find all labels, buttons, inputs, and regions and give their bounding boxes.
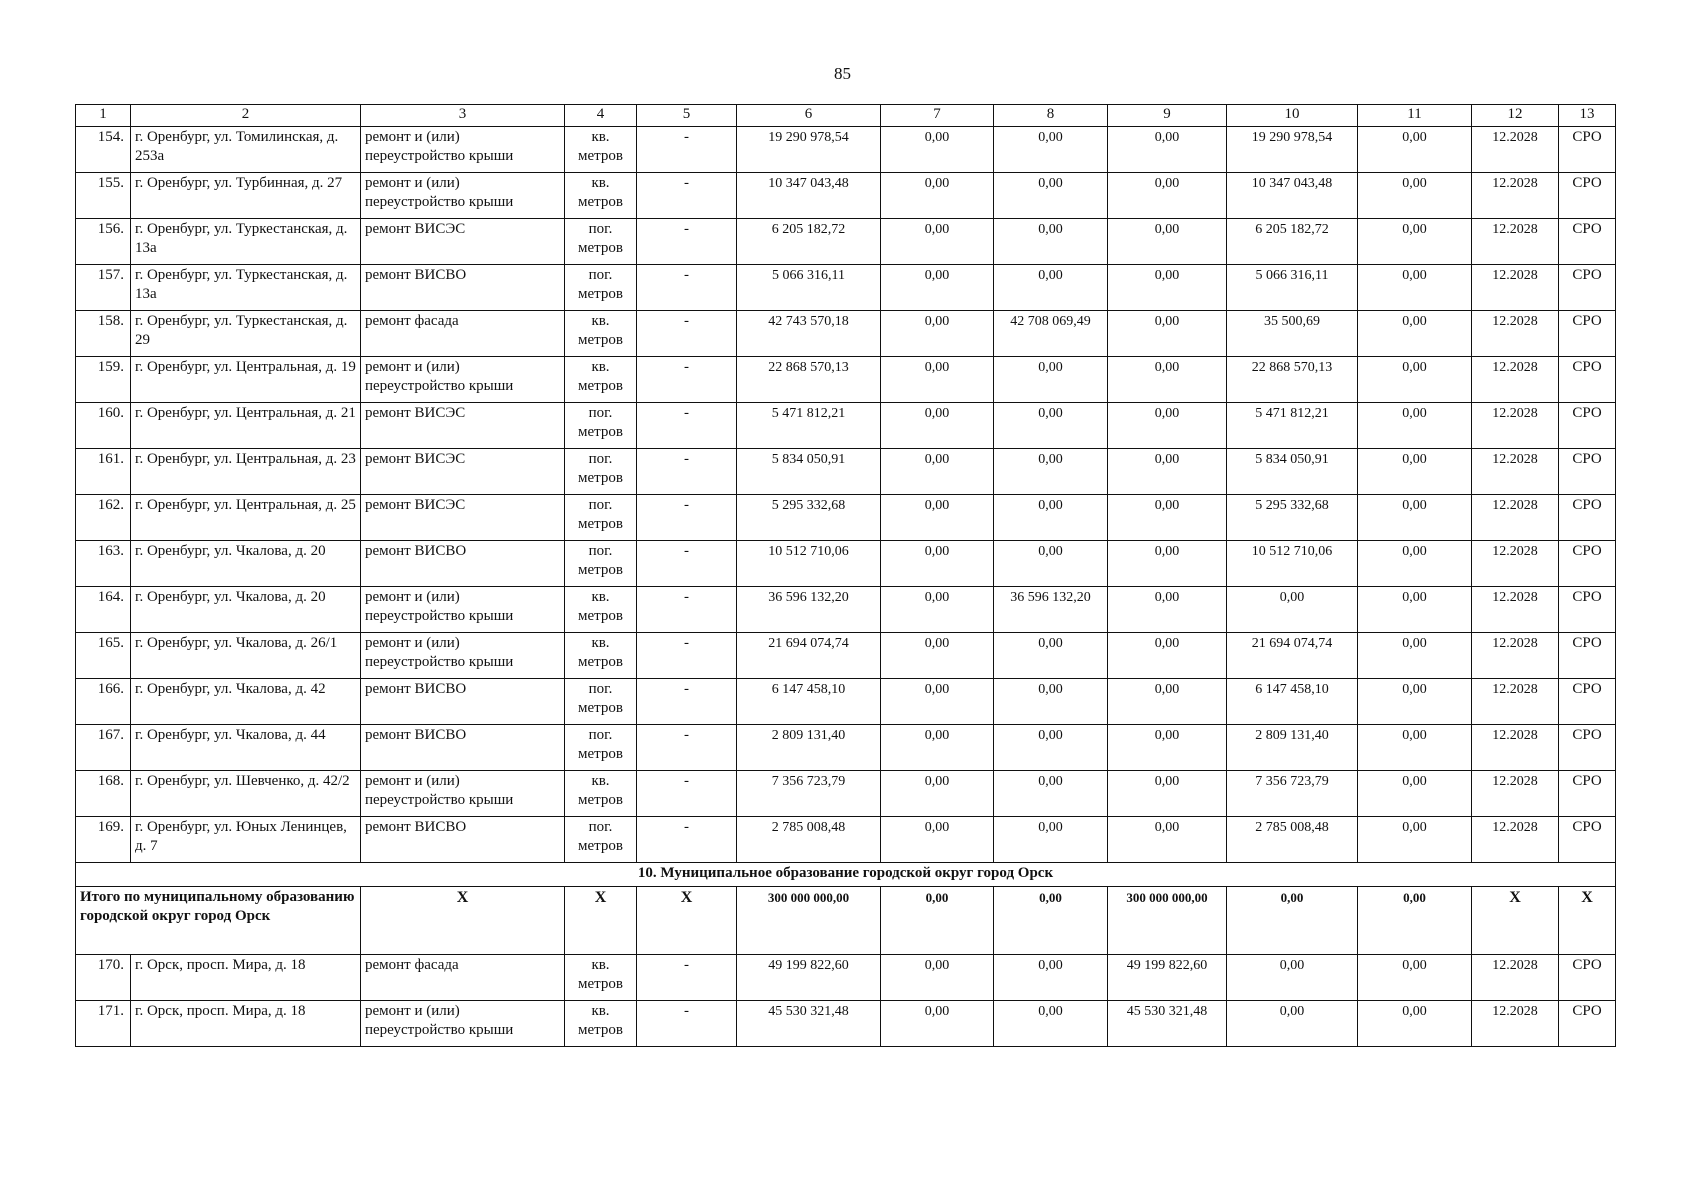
deadline-cell: 12.2028 [1472,1001,1559,1047]
source-cell: СРО [1559,311,1616,357]
cell-9: 0,00 [1108,127,1227,173]
source-cell: СРО [1559,725,1616,771]
total-cell-5: Х [637,887,737,955]
address-cell: г. Орск, просп. Мира, д. 18 [131,1001,361,1047]
cell-8: 0,00 [994,173,1108,219]
work-type-cell: ремонт ВИСЭС [361,449,565,495]
deadline-cell: 12.2028 [1472,495,1559,541]
cell-9: 0,00 [1108,771,1227,817]
column-header-13: 13 [1559,105,1616,127]
source-cell: СРО [1559,403,1616,449]
cell-10: 5 066 316,11 [1227,265,1358,311]
cost-total-cell: 5 066 316,11 [737,265,881,311]
cell-7: 0,00 [881,1001,994,1047]
cell-11: 0,00 [1358,587,1472,633]
address-cell: г. Оренбург, ул. Туркестанская, д. 13а [131,265,361,311]
work-type-cell: ремонт ВИСВО [361,725,565,771]
cell-9: 0,00 [1108,265,1227,311]
cell-8: 0,00 [994,357,1108,403]
unit-cell: кв. метров [565,357,637,403]
source-cell: СРО [1559,1001,1616,1047]
cost-total-cell: 19 290 978,54 [737,127,881,173]
cost-total-cell: 21 694 074,74 [737,633,881,679]
section-title-row [76,863,1616,887]
cell-7: 0,00 [881,357,994,403]
unit-cell: пог. метров [565,679,637,725]
row-number: 161. [76,449,131,495]
cost-total-cell: 2 785 008,48 [737,817,881,863]
cell-9: 0,00 [1108,495,1227,541]
source-cell: СРО [1559,127,1616,173]
cell-9: 45 530 321,48 [1108,1001,1227,1047]
cell-9: 0,00 [1108,633,1227,679]
cell-8: 0,00 [994,541,1108,587]
address-cell: г. Оренбург, ул. Чкалова, д. 42 [131,679,361,725]
cell-5: - [637,955,737,1001]
unit-cell: пог. метров [565,541,637,587]
deadline-cell: 12.2028 [1472,771,1559,817]
total-cell-9: 300 000 000,00 [1108,887,1227,955]
work-type-cell: ремонт ВИСВО [361,541,565,587]
cell-11: 0,00 [1358,173,1472,219]
deadline-cell: 12.2028 [1472,127,1559,173]
source-cell: СРО [1559,679,1616,725]
work-type-cell: ремонт и (или) переустройство крыши [361,633,565,679]
table-row [76,449,1616,495]
deadline-cell: 12.2028 [1472,817,1559,863]
column-header-9: 9 [1108,105,1227,127]
cell-5: - [637,265,737,311]
unit-cell: кв. метров [565,1001,637,1047]
table-body-orenburg [76,127,1616,863]
row-number: 156. [76,219,131,265]
cell-5: - [637,771,737,817]
row-number: 167. [76,725,131,771]
cell-8: 0,00 [994,633,1108,679]
cell-11: 0,00 [1358,1001,1472,1047]
row-number: 171. [76,1001,131,1047]
page-number: 85 [834,64,851,83]
cell-11: 0,00 [1358,449,1472,495]
unit-cell: кв. метров [565,587,637,633]
source-cell: СРО [1559,357,1616,403]
deadline-cell: 12.2028 [1472,265,1559,311]
cell-10: 0,00 [1227,587,1358,633]
deadline-cell: 12.2028 [1472,587,1559,633]
repair-program-table-wrap [75,104,1616,1047]
deadline-cell: 12.2028 [1472,955,1559,1001]
source-cell: СРО [1559,817,1616,863]
deadline-cell: 12.2028 [1472,403,1559,449]
cell-7: 0,00 [881,771,994,817]
work-type-cell: ремонт ВИСЭС [361,403,565,449]
cell-5: - [637,173,737,219]
total-label: Итого по муниципальному образованию городской округ город Орск [76,887,361,955]
unit-cell: кв. метров [565,633,637,679]
cell-8: 0,00 [994,219,1108,265]
cell-8: 0,00 [994,403,1108,449]
address-cell: г. Оренбург, ул. Юных Ленинцев, д. 7 [131,817,361,863]
column-header-6: 6 [737,105,881,127]
source-cell: СРО [1559,955,1616,1001]
cell-5: - [637,357,737,403]
orsk-section [76,863,1616,955]
total-cell-12: Х [1472,887,1559,955]
cost-total-cell: 42 743 570,18 [737,311,881,357]
column-header-7: 7 [881,105,994,127]
cell-11: 0,00 [1358,311,1472,357]
unit-cell: кв. метров [565,127,637,173]
row-number: 165. [76,633,131,679]
table-row [76,403,1616,449]
table-row [76,587,1616,633]
unit-cell: кв. метров [565,311,637,357]
cell-9: 0,00 [1108,679,1227,725]
cost-total-cell: 49 199 822,60 [737,955,881,1001]
row-number: 170. [76,955,131,1001]
cell-5: - [637,725,737,771]
cell-10: 19 290 978,54 [1227,127,1358,173]
cell-7: 0,00 [881,955,994,1001]
table-row [76,173,1616,219]
cell-7: 0,00 [881,311,994,357]
row-number: 154. [76,127,131,173]
address-cell: г. Оренбург, ул. Центральная, д. 23 [131,449,361,495]
work-type-cell: ремонт и (или) переустройство крыши [361,357,565,403]
cell-11: 0,00 [1358,357,1472,403]
cell-8: 0,00 [994,1001,1108,1047]
cell-5: - [637,817,737,863]
cell-7: 0,00 [881,219,994,265]
source-cell: СРО [1559,771,1616,817]
cell-5: - [637,495,737,541]
cell-8: 0,00 [994,265,1108,311]
cell-7: 0,00 [881,633,994,679]
table-row [76,771,1616,817]
deadline-cell: 12.2028 [1472,725,1559,771]
row-number: 164. [76,587,131,633]
header-row [76,105,1616,127]
cost-total-cell: 6 205 182,72 [737,219,881,265]
address-cell: г. Оренбург, ул. Томилинская, д. 253а [131,127,361,173]
cell-5: - [637,679,737,725]
cell-11: 0,00 [1358,127,1472,173]
address-cell: г. Оренбург, ул. Центральная, д. 21 [131,403,361,449]
row-number: 168. [76,771,131,817]
cell-5: - [637,1001,737,1047]
unit-cell: пог. метров [565,219,637,265]
cell-7: 0,00 [881,725,994,771]
cell-5: - [637,587,737,633]
cell-8: 0,00 [994,725,1108,771]
cell-7: 0,00 [881,495,994,541]
table-row [76,357,1616,403]
cost-total-cell: 5 471 812,21 [737,403,881,449]
cell-9: 0,00 [1108,219,1227,265]
column-header-5: 5 [637,105,737,127]
unit-cell: пог. метров [565,495,637,541]
cell-5: - [637,127,737,173]
cell-10: 5 295 332,68 [1227,495,1358,541]
work-type-cell: ремонт фасада [361,955,565,1001]
unit-cell: пог. метров [565,265,637,311]
source-cell: СРО [1559,449,1616,495]
total-cell-4: Х [565,887,637,955]
address-cell: г. Оренбург, ул. Центральная, д. 25 [131,495,361,541]
unit-cell: кв. метров [565,173,637,219]
table-row [76,265,1616,311]
cost-total-cell: 36 596 132,20 [737,587,881,633]
cell-7: 0,00 [881,541,994,587]
work-type-cell: ремонт фасада [361,311,565,357]
column-number-header [76,105,1616,127]
deadline-cell: 12.2028 [1472,173,1559,219]
cost-total-cell: 5 295 332,68 [737,495,881,541]
cell-9: 0,00 [1108,357,1227,403]
cell-8: 0,00 [994,679,1108,725]
cell-8: 0,00 [994,449,1108,495]
total-row [76,887,1616,955]
cell-9: 0,00 [1108,403,1227,449]
cell-8: 0,00 [994,495,1108,541]
deadline-cell: 12.2028 [1472,541,1559,587]
address-cell: г. Оренбург, ул. Центральная, д. 19 [131,357,361,403]
cell-11: 0,00 [1358,403,1472,449]
cost-total-cell: 6 147 458,10 [737,679,881,725]
column-header-11: 11 [1358,105,1472,127]
source-cell: СРО [1559,541,1616,587]
cell-10: 6 205 182,72 [1227,219,1358,265]
table-row [76,955,1616,1001]
work-type-cell: ремонт и (или) переустройство крыши [361,1001,565,1047]
cell-7: 0,00 [881,265,994,311]
total-cell-11: 0,00 [1358,887,1472,955]
work-type-cell: ремонт и (или) переустройство крыши [361,587,565,633]
row-number: 158. [76,311,131,357]
cell-10: 10 347 043,48 [1227,173,1358,219]
work-type-cell: ремонт ВИСВО [361,265,565,311]
cell-9: 0,00 [1108,173,1227,219]
cell-9: 0,00 [1108,541,1227,587]
deadline-cell: 12.2028 [1472,219,1559,265]
cell-10: 2 809 131,40 [1227,725,1358,771]
cell-11: 0,00 [1358,725,1472,771]
cell-5: - [637,449,737,495]
table-row [76,541,1616,587]
cell-8: 42 708 069,49 [994,311,1108,357]
cell-9: 0,00 [1108,725,1227,771]
cell-9: 0,00 [1108,311,1227,357]
unit-cell: кв. метров [565,771,637,817]
cost-total-cell: 10 512 710,06 [737,541,881,587]
table-row [76,311,1616,357]
deadline-cell: 12.2028 [1472,679,1559,725]
cell-9: 0,00 [1108,817,1227,863]
cell-8: 0,00 [994,771,1108,817]
address-cell: г. Оренбург, ул. Чкалова, д. 20 [131,587,361,633]
cell-10: 10 512 710,06 [1227,541,1358,587]
source-cell: СРО [1559,265,1616,311]
cell-8: 0,00 [994,127,1108,173]
cell-11: 0,00 [1358,495,1472,541]
row-number: 159. [76,357,131,403]
address-cell: г. Орск, просп. Мира, д. 18 [131,955,361,1001]
row-number: 163. [76,541,131,587]
table-row [76,725,1616,771]
unit-cell: пог. метров [565,725,637,771]
cell-11: 0,00 [1358,265,1472,311]
source-cell: СРО [1559,587,1616,633]
cell-11: 0,00 [1358,541,1472,587]
cell-5: - [637,219,737,265]
table-row [76,127,1616,173]
column-header-2: 2 [131,105,361,127]
cost-total-cell: 10 347 043,48 [737,173,881,219]
address-cell: г. Оренбург, ул. Чкалова, д. 44 [131,725,361,771]
work-type-cell: ремонт и (или) переустройство крыши [361,173,565,219]
cell-7: 0,00 [881,587,994,633]
column-header-8: 8 [994,105,1108,127]
address-cell: г. Оренбург, ул. Шевченко, д. 42/2 [131,771,361,817]
cell-8: 0,00 [994,817,1108,863]
deadline-cell: 12.2028 [1472,357,1559,403]
row-number: 169. [76,817,131,863]
cell-10: 7 356 723,79 [1227,771,1358,817]
address-cell: г. Оренбург, ул. Турбинная, д. 27 [131,173,361,219]
cell-11: 0,00 [1358,633,1472,679]
work-type-cell: ремонт и (или) переустройство крыши [361,127,565,173]
deadline-cell: 12.2028 [1472,633,1559,679]
unit-cell: пог. метров [565,449,637,495]
address-cell: г. Оренбург, ул. Чкалова, д. 26/1 [131,633,361,679]
unit-cell: пог. метров [565,403,637,449]
total-cell-7: 0,00 [881,887,994,955]
total-cell-6: 300 000 000,00 [737,887,881,955]
work-type-cell: ремонт ВИСЭС [361,219,565,265]
cell-5: - [637,311,737,357]
cell-10: 35 500,69 [1227,311,1358,357]
total-cell-3: Х [361,887,565,955]
table-row [76,495,1616,541]
cost-total-cell: 22 868 570,13 [737,357,881,403]
row-number: 157. [76,265,131,311]
cost-total-cell: 5 834 050,91 [737,449,881,495]
work-type-cell: ремонт ВИСВО [361,679,565,725]
cell-7: 0,00 [881,679,994,725]
cell-5: - [637,633,737,679]
cell-11: 0,00 [1358,817,1472,863]
cell-10: 21 694 074,74 [1227,633,1358,679]
table-body-orsk [76,955,1616,1047]
cell-11: 0,00 [1358,679,1472,725]
cell-7: 0,00 [881,127,994,173]
cell-7: 0,00 [881,403,994,449]
cell-10: 0,00 [1227,955,1358,1001]
column-header-10: 10 [1227,105,1358,127]
table-row [76,679,1616,725]
row-number: 166. [76,679,131,725]
source-cell: СРО [1559,633,1616,679]
cell-8: 36 596 132,20 [994,587,1108,633]
cell-8: 0,00 [994,955,1108,1001]
unit-cell: кв. метров [565,955,637,1001]
repair-program-table [75,104,1616,1047]
cell-9: 49 199 822,60 [1108,955,1227,1001]
cost-total-cell: 2 809 131,40 [737,725,881,771]
column-header-12: 12 [1472,105,1559,127]
cell-5: - [637,541,737,587]
address-cell: г. Оренбург, ул. Туркестанская, д. 29 [131,311,361,357]
total-cell-10: 0,00 [1227,887,1358,955]
cell-11: 0,00 [1358,955,1472,1001]
cell-10: 6 147 458,10 [1227,679,1358,725]
cell-9: 0,00 [1108,449,1227,495]
source-cell: СРО [1559,495,1616,541]
source-cell: СРО [1559,173,1616,219]
cell-7: 0,00 [881,817,994,863]
cell-11: 0,00 [1358,219,1472,265]
deadline-cell: 12.2028 [1472,311,1559,357]
row-number: 155. [76,173,131,219]
total-cell-13: Х [1559,887,1616,955]
cell-7: 0,00 [881,449,994,495]
cell-10: 0,00 [1227,1001,1358,1047]
total-cell-8: 0,00 [994,887,1108,955]
work-type-cell: ремонт ВИСЭС [361,495,565,541]
cell-9: 0,00 [1108,587,1227,633]
row-number: 160. [76,403,131,449]
work-type-cell: ремонт и (или) переустройство крыши [361,771,565,817]
column-header-1: 1 [76,105,131,127]
table-row [76,219,1616,265]
cell-5: - [637,403,737,449]
cell-10: 22 868 570,13 [1227,357,1358,403]
row-number: 162. [76,495,131,541]
work-type-cell: ремонт ВИСВО [361,817,565,863]
cost-total-cell: 45 530 321,48 [737,1001,881,1047]
source-cell: СРО [1559,219,1616,265]
address-cell: г. Оренбург, ул. Чкалова, д. 20 [131,541,361,587]
cell-10: 5 471 812,21 [1227,403,1358,449]
table-row [76,817,1616,863]
address-cell: г. Оренбург, ул. Туркестанская, д. 13а [131,219,361,265]
unit-cell: пог. метров [565,817,637,863]
cell-10: 5 834 050,91 [1227,449,1358,495]
table-row [76,1001,1616,1047]
cell-10: 2 785 008,48 [1227,817,1358,863]
deadline-cell: 12.2028 [1472,449,1559,495]
section-title: 10. Муниципальное образование городской округ город Орск [76,863,1616,887]
cell-7: 0,00 [881,173,994,219]
column-header-4: 4 [565,105,637,127]
cell-11: 0,00 [1358,771,1472,817]
column-header-3: 3 [361,105,565,127]
cost-total-cell: 7 356 723,79 [737,771,881,817]
table-row [76,633,1616,679]
